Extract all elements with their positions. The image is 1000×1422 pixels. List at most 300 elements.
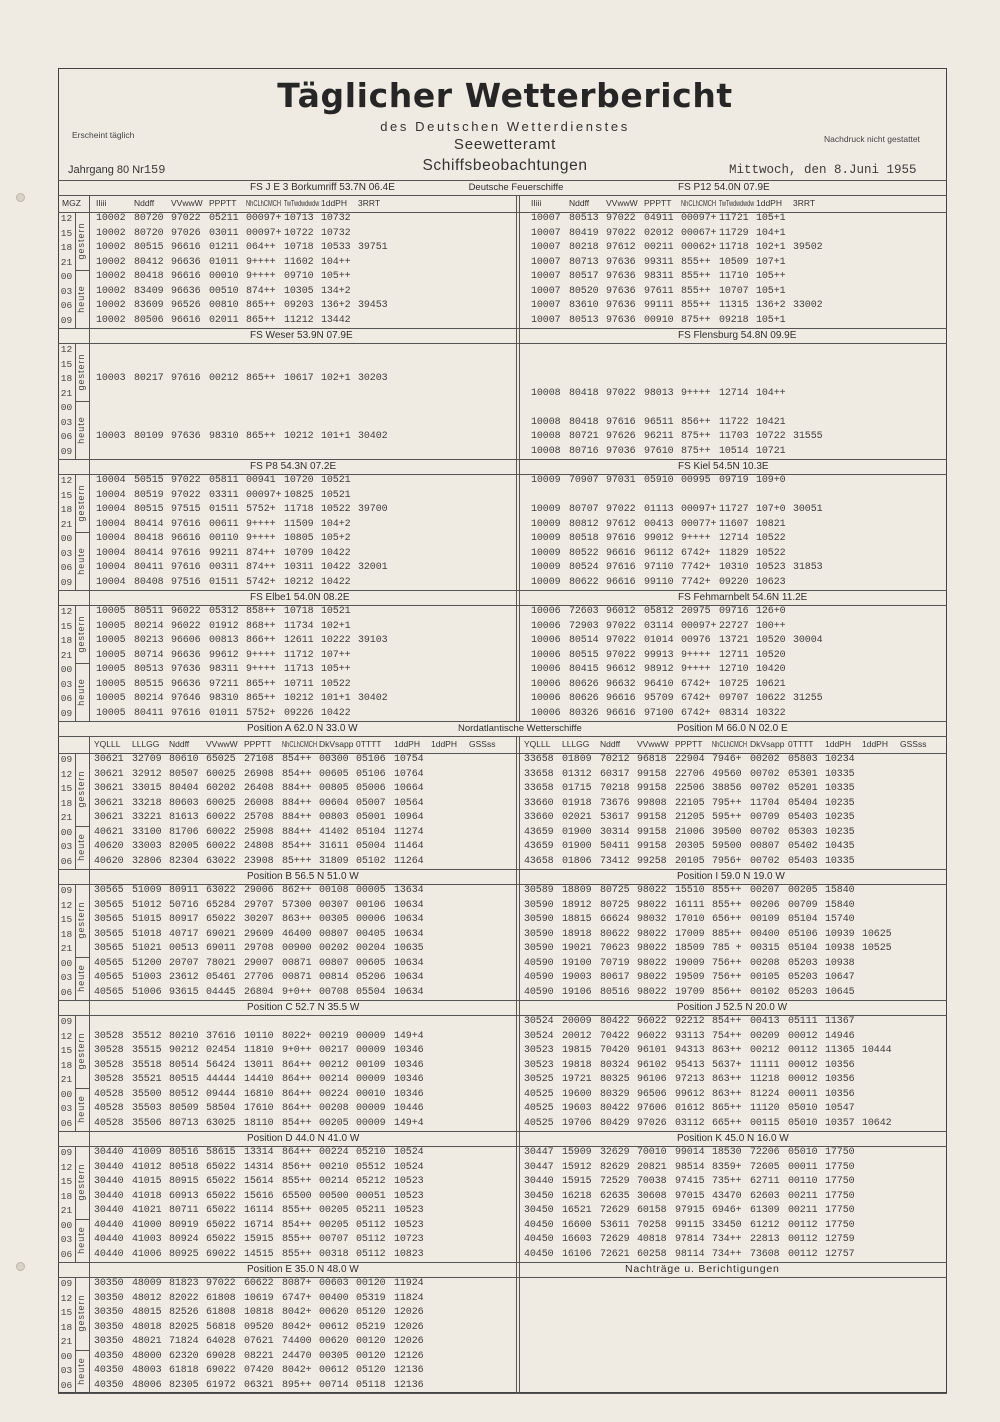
table-rule — [519, 459, 520, 590]
obs-value: 41000 — [132, 1219, 162, 1231]
obs-value: 00097+ — [681, 213, 717, 224]
obs-value: 855++ — [712, 899, 742, 911]
obs-value: 81823 — [169, 1278, 199, 1289]
obs-value: 10002 — [96, 285, 126, 297]
obs-value: 57300 — [282, 899, 312, 911]
obs-value: 38856 — [712, 783, 742, 794]
obs-value: 00708 — [319, 986, 349, 998]
time-label: 12 — [60, 899, 73, 911]
obs-value: 80213 — [134, 635, 164, 646]
obs-value: 10435 — [825, 841, 855, 852]
obs-value: 15616 — [244, 1190, 274, 1202]
station-title: FS Fehmarnbelt 54.6N 11.2E — [678, 592, 808, 603]
obs-value: 80214 — [134, 693, 164, 704]
obs-value: 10525 — [862, 943, 892, 954]
obs-value: 19815 — [562, 1045, 592, 1056]
obs-value: 72629 — [600, 1205, 630, 1216]
obs-value: 874++ — [246, 547, 276, 559]
obs-value: 96101 — [637, 1045, 667, 1056]
obs-value: 11509 — [284, 518, 314, 530]
obs-value: 8042+ — [282, 1321, 312, 1333]
obs-value: 97036 — [606, 445, 636, 457]
obs-value: 863++ — [712, 1088, 742, 1100]
obs-value: 69028 — [206, 1350, 236, 1362]
obs-value: 795++ — [712, 797, 742, 809]
obs-value: 00702 — [750, 768, 780, 780]
obs-value: 107+0 — [756, 504, 786, 515]
obs-value: 05106 — [356, 768, 386, 780]
day-label-heute: heute — [76, 678, 86, 706]
obs-value: 83610 — [569, 300, 599, 311]
obs-value: 80721 — [569, 431, 599, 442]
day-label-heute: heute — [76, 285, 86, 313]
obs-value: 10635 — [394, 943, 424, 954]
obs-value: 99115 — [675, 1219, 705, 1231]
obs-value: 01809 — [562, 754, 592, 765]
obs-value: 97211 — [209, 678, 239, 690]
obs-value: 11712 — [284, 649, 314, 661]
station-title: Position M 66.0 N 02.0 E — [677, 723, 788, 734]
obs-value: 9++++ — [246, 649, 276, 661]
obs-value: 30565 — [94, 899, 124, 911]
obs-value: 12611 — [284, 635, 314, 646]
column-header: LLLGG — [132, 739, 160, 749]
column-header: PPPTT — [644, 198, 672, 208]
station-title: FS P8 54.3N 07.2E — [250, 461, 337, 472]
obs-value: 30440 — [94, 1205, 124, 1216]
obs-value: 27706 — [244, 972, 274, 983]
obs-value: 17009 — [675, 928, 705, 940]
obs-value: 874++ — [246, 285, 276, 297]
obs-value: 33218 — [132, 797, 162, 809]
obs-value: 10006 — [531, 620, 561, 632]
obs-value: 00009 — [356, 1117, 386, 1129]
time-label: 09 — [60, 1147, 73, 1158]
table-rule — [75, 474, 76, 590]
obs-value: 10647 — [825, 972, 855, 983]
obs-value: 15840 — [825, 885, 855, 896]
obs-value: 83409 — [134, 285, 164, 297]
obs-value: 11718 — [719, 242, 749, 253]
obs-value: 11810 — [244, 1045, 274, 1056]
obs-value: 10346 — [394, 1045, 424, 1056]
obs-value: 97616 — [606, 533, 636, 544]
obs-value: 33658 — [524, 768, 554, 780]
obs-value: 01011 — [209, 256, 239, 268]
obs-value: 865++ — [246, 300, 276, 311]
obs-value: 00910 — [644, 314, 674, 326]
station-title: Position J 52.5 N 20.0 W — [677, 1002, 788, 1013]
obs-value: 11602 — [284, 256, 314, 268]
obs-value: 02012 — [644, 227, 674, 239]
table-rule — [58, 1131, 947, 1132]
table-rule — [75, 1277, 76, 1393]
obs-value: 10564 — [394, 797, 424, 809]
table-rule — [58, 459, 947, 460]
obs-value: 00620 — [319, 1336, 349, 1347]
obs-value: 10346 — [394, 1088, 424, 1100]
obs-value: 33100 — [132, 826, 162, 838]
obs-value: 05319 — [356, 1292, 386, 1304]
obs-value: 72206 — [750, 1147, 780, 1158]
obs-value: 05203 — [788, 972, 818, 983]
obs-value: 00212 — [319, 1059, 349, 1071]
obs-value: 33660 — [524, 812, 554, 823]
obs-value: 9+0++ — [282, 986, 312, 998]
obs-value: 80418 — [134, 533, 164, 544]
obs-value: 10322 — [756, 707, 786, 719]
obs-value: 26804 — [244, 986, 274, 998]
obs-value: 80418 — [134, 271, 164, 282]
obs-value: 48000 — [132, 1350, 162, 1362]
obs-value: 97612 — [606, 242, 636, 253]
time-label: 06 — [60, 300, 73, 311]
obs-value: 00413 — [750, 1016, 780, 1027]
obs-value: 33015 — [132, 783, 162, 794]
obs-value: 134+2 — [321, 285, 351, 297]
obs-value: 10004 — [96, 547, 126, 559]
table-rule — [519, 869, 520, 1000]
obs-value: 40525 — [524, 1088, 554, 1100]
time-label: 09 — [60, 445, 73, 457]
obs-value: 65500 — [282, 1190, 312, 1202]
obs-value: 105+2 — [321, 533, 351, 544]
time-label: 03 — [60, 1365, 73, 1376]
obs-value: 00011 — [788, 1161, 818, 1173]
obs-value: 80506 — [134, 314, 164, 326]
obs-value: 32629 — [600, 1147, 630, 1158]
time-label: 21 — [60, 649, 73, 661]
obs-value: 858++ — [246, 606, 276, 617]
obs-value: 10523 — [394, 1219, 424, 1231]
obs-value: 72621 — [600, 1248, 630, 1260]
obs-value: 31853 — [793, 562, 823, 573]
obs-value: 11734 — [284, 620, 314, 632]
day-label-heute: heute — [76, 833, 86, 862]
table-rule — [58, 343, 947, 344]
obs-value: 40565 — [94, 957, 124, 969]
obs-value: 30621 — [94, 768, 124, 780]
obs-value: 00707 — [319, 1234, 349, 1245]
obs-value: 10825 — [284, 489, 314, 501]
obs-value: 00318 — [319, 1248, 349, 1260]
obs-value: 97022 — [606, 387, 636, 399]
time-label: 15 — [60, 620, 73, 632]
obs-value: 78021 — [206, 957, 236, 969]
obs-value: 97616 — [171, 373, 201, 384]
column-header: NhCLhCMCH — [282, 739, 317, 749]
obs-value: 98022 — [637, 972, 667, 983]
time-label: 03 — [60, 972, 73, 983]
obs-value: 10523 — [394, 1176, 424, 1187]
obs-value: 00305 — [319, 914, 349, 925]
obs-value: 05811 — [209, 475, 239, 486]
obs-value: 10721 — [756, 445, 786, 457]
obs-value: 10335 — [825, 783, 855, 794]
obs-value: 16521 — [562, 1205, 592, 1216]
obs-value: 10005 — [96, 693, 126, 704]
obs-value: 101+1 — [321, 693, 351, 704]
punch-hole — [16, 1262, 25, 1271]
obs-value: 16600 — [562, 1219, 592, 1231]
obs-value: 01806 — [562, 855, 592, 867]
obs-value: 33003 — [132, 841, 162, 852]
obs-value: 10707 — [719, 285, 749, 297]
obs-value: 40440 — [94, 1248, 124, 1260]
obs-value: 30589 — [524, 885, 554, 896]
obs-value: 8042+ — [282, 1365, 312, 1376]
obs-value: 10356 — [825, 1088, 855, 1100]
obs-value: 66624 — [600, 914, 630, 925]
obs-value: 97636 — [171, 431, 201, 442]
table-rule — [516, 869, 517, 1000]
obs-value: 104++ — [756, 387, 786, 399]
obs-value: 80919 — [169, 1219, 199, 1231]
obs-value: 97110 — [644, 562, 674, 573]
obs-value: 22904 — [675, 754, 705, 765]
obs-value: 00112 — [788, 1248, 818, 1260]
obs-value: 00510 — [209, 285, 239, 297]
obs-value: 00224 — [319, 1088, 349, 1100]
obs-value: 70010 — [637, 1147, 667, 1158]
obs-value: 00214 — [319, 1074, 349, 1085]
obs-value: 32912 — [132, 768, 162, 780]
obs-value: 10718 — [284, 242, 314, 253]
obs-value: 97915 — [675, 1205, 705, 1216]
day-label-gestern: gestern — [76, 484, 86, 522]
obs-value: 10009 — [531, 547, 561, 559]
column-header: VVwwW — [637, 739, 669, 749]
day-label-gestern: gestern — [76, 1032, 86, 1070]
obs-value: 60022 — [206, 812, 236, 823]
obs-value: 865++ — [246, 373, 276, 384]
obs-value: 80419 — [569, 227, 599, 239]
obs-value: 17750 — [825, 1147, 855, 1158]
obs-value: 10524 — [394, 1161, 424, 1173]
obs-value: 10522 — [756, 547, 786, 559]
obs-value: 10009 — [531, 533, 561, 544]
obs-value: 97610 — [644, 445, 674, 457]
obs-value: 17750 — [825, 1219, 855, 1231]
obs-value: 19100 — [562, 957, 592, 969]
obs-value: 62603 — [750, 1190, 780, 1202]
obs-value: 62635 — [600, 1190, 630, 1202]
obs-value: 50515 — [134, 475, 164, 486]
obs-value: 40450 — [524, 1234, 554, 1245]
table-rule — [516, 1000, 517, 1131]
obs-value: 10004 — [96, 562, 126, 573]
obs-value: 13442 — [321, 314, 351, 326]
obs-value: 72629 — [600, 1234, 630, 1245]
obs-value: 13314 — [244, 1147, 274, 1158]
group-title: Deutsche Feuerschiffe — [468, 182, 564, 193]
obs-value: 21006 — [675, 826, 705, 838]
obs-value: 61309 — [750, 1205, 780, 1216]
obs-value: 80515 — [134, 504, 164, 515]
day-label-heute: heute — [76, 964, 86, 993]
obs-value: 00714 — [319, 1379, 349, 1391]
obs-value: 105+1 — [756, 285, 786, 297]
obs-value: 35518 — [132, 1059, 162, 1071]
obs-value: 39103 — [358, 635, 388, 646]
obs-value: 37616 — [206, 1030, 236, 1042]
obs-value: 39453 — [358, 300, 388, 311]
obs-value: 10002 — [96, 314, 126, 326]
obs-value: 00211 — [788, 1190, 818, 1202]
day-label-heute: heute — [76, 1095, 86, 1124]
obs-value: 05112 — [356, 1234, 386, 1245]
obs-value: 82005 — [169, 841, 199, 852]
obs-value: 04445 — [206, 986, 236, 998]
obs-value: 10709 — [284, 547, 314, 559]
obs-value: 02011 — [209, 314, 239, 326]
obs-value: 80707 — [569, 504, 599, 515]
obs-value: 19603 — [562, 1103, 592, 1114]
column-header: 1ddPH — [431, 739, 457, 749]
obs-value: 064++ — [246, 242, 276, 253]
obs-value: 90212 — [169, 1045, 199, 1056]
obs-value: 30447 — [524, 1147, 554, 1158]
obs-value: 41012 — [132, 1161, 162, 1173]
obs-value: 19106 — [562, 986, 592, 998]
obs-value: 6742+ — [681, 707, 711, 719]
table-rule — [89, 869, 90, 1000]
obs-value: 60025 — [206, 797, 236, 809]
obs-value: 98912 — [644, 664, 674, 675]
time-label: 12 — [60, 606, 73, 617]
obs-value: 05211 — [209, 213, 239, 224]
obs-value: 70218 — [600, 783, 630, 794]
time-label: 06 — [60, 1379, 73, 1391]
obs-value: 82629 — [600, 1161, 630, 1173]
obs-value: 10522 — [321, 504, 351, 515]
obs-value: 105+1 — [756, 213, 786, 224]
obs-value: 17750 — [825, 1205, 855, 1216]
obs-value: 30350 — [94, 1307, 124, 1318]
obs-value: 10621 — [756, 678, 786, 690]
obs-value: 32001 — [358, 562, 388, 573]
obs-value: 05120 — [356, 1365, 386, 1376]
obs-value: 03011 — [209, 227, 239, 239]
obs-value: 8087+ — [282, 1278, 312, 1289]
obs-value: 53617 — [600, 812, 630, 823]
obs-value: 80326 — [569, 707, 599, 719]
obs-value: 10754 — [394, 754, 424, 765]
obs-value: 10222 — [321, 635, 351, 646]
obs-value: 10711 — [284, 678, 314, 690]
obs-value: 875++ — [681, 314, 711, 326]
obs-value: 80617 — [600, 972, 630, 983]
obs-value: 855++ — [681, 271, 711, 282]
column-header: NhCLhCMCH — [712, 739, 747, 749]
obs-value: 96022 — [637, 1016, 667, 1027]
obs-value: 96616 — [171, 271, 201, 282]
obs-value: 15740 — [825, 914, 855, 925]
obs-value: 16106 — [562, 1248, 592, 1260]
station-title: Position E 35.0 N 48.0 W — [247, 1264, 359, 1275]
time-label: 15 — [60, 914, 73, 925]
time-label: 06 — [60, 693, 73, 704]
time-label: 15 — [60, 783, 73, 794]
obs-value: 10007 — [531, 285, 561, 297]
obs-value: 18509 — [675, 943, 705, 954]
issue-line — [68, 163, 165, 177]
obs-value: 00202 — [319, 943, 349, 954]
obs-value: 29708 — [244, 943, 274, 954]
obs-value: 96022 — [171, 620, 201, 632]
obs-value: 30621 — [94, 812, 124, 823]
obs-value: 885++ — [712, 928, 742, 940]
obs-value: 00871 — [282, 957, 312, 969]
obs-value: 00051 — [356, 1190, 386, 1202]
obs-value: 80622 — [569, 576, 599, 588]
obs-value: 29006 — [244, 885, 274, 896]
obs-value: 11710 — [719, 271, 749, 282]
obs-value: 97616 — [606, 562, 636, 573]
column-header: GSSss — [900, 739, 927, 749]
obs-value: 856++ — [712, 986, 742, 998]
obs-value: 31555 — [793, 431, 823, 442]
obs-value: 05402 — [788, 841, 818, 852]
obs-value: 97616 — [171, 707, 201, 719]
obs-value: 80714 — [134, 649, 164, 661]
publication-frequency: Erscheint täglich — [72, 130, 135, 140]
obs-value: 01912 — [209, 620, 239, 632]
obs-value: 44444 — [206, 1074, 236, 1085]
obs-value: 51006 — [132, 986, 162, 998]
obs-value: 12026 — [394, 1336, 424, 1347]
obs-value: 05001 — [356, 812, 386, 823]
obs-value: 8359+ — [712, 1161, 742, 1173]
obs-value: 05007 — [356, 797, 386, 809]
obs-value: 00011 — [788, 1088, 818, 1100]
obs-value: 35503 — [132, 1103, 162, 1114]
obs-value: 61808 — [206, 1307, 236, 1318]
obs-value: 756++ — [712, 972, 742, 983]
obs-value: 00108 — [319, 885, 349, 896]
column-header: TwTwdwdwdw — [284, 198, 320, 208]
table-rule — [516, 459, 517, 590]
obs-value: 40440 — [94, 1219, 124, 1231]
obs-value: 85+++ — [282, 855, 312, 867]
obs-value: 05004 — [356, 841, 386, 852]
table-rule — [519, 1131, 520, 1262]
obs-value: 80422 — [600, 1016, 630, 1027]
obs-value: 65284 — [206, 899, 236, 911]
time-label: 12 — [60, 1161, 73, 1173]
obs-value: 12711 — [719, 649, 749, 661]
obs-value: 11713 — [284, 664, 314, 675]
obs-value: 02021 — [562, 812, 592, 823]
column-header: PPPTT — [244, 739, 272, 749]
obs-value: 00204 — [356, 943, 386, 954]
obs-value: 10514 — [719, 445, 749, 457]
obs-value: 00217 — [319, 1045, 349, 1056]
time-label: 15 — [60, 489, 73, 501]
obs-value: 9++++ — [246, 518, 276, 530]
table-rule — [75, 1088, 89, 1089]
obs-value: 10446 — [394, 1103, 424, 1114]
obs-value: 40525 — [524, 1103, 554, 1114]
obs-value: 10664 — [394, 783, 424, 794]
obs-value: 11721 — [719, 213, 749, 224]
day-label-gestern: gestern — [76, 222, 86, 260]
obs-value: 105++ — [321, 664, 351, 675]
time-label: 18 — [60, 1321, 73, 1333]
column-header: YQLLL — [94, 739, 121, 749]
obs-value: 754++ — [712, 1030, 742, 1042]
column-header: VVwwW — [171, 198, 203, 208]
